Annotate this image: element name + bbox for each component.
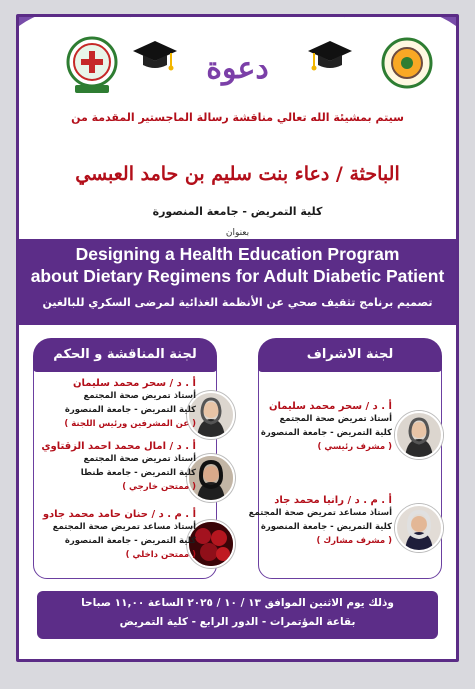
member-role: ( ممتحن خارجي ) <box>122 482 196 492</box>
event-location: بقاعة المؤتمرات - الدور الرابع - كلية التمريض <box>119 616 356 628</box>
researcher-affiliation: كلية التمريض - جامعة المنصورة <box>152 205 323 218</box>
member-name: أ . م . د / رانيا محمد جاد <box>274 495 392 506</box>
invitation-title: دعوة <box>206 51 269 86</box>
titled-label: بعنوان <box>225 228 250 238</box>
member-photo <box>395 411 443 459</box>
discussion-member-2 <box>41 441 196 494</box>
supervision-committee-title: لجنة الاشراف <box>258 338 442 372</box>
thesis-title-english-line1: Designing a Health Education Program <box>75 244 400 264</box>
member-title: أستاذ تمريض صحة المجتمع <box>83 454 196 464</box>
member-faculty: كلية التمريض - جامعة المنصورة <box>260 522 392 532</box>
member-faculty: كلية التمريض - جامعة المنصورة <box>260 428 392 438</box>
member-role: ( عن المشرفين ورئيس اللجنة ) <box>64 419 196 429</box>
member-title: أستاذ تمريض صحة المجتمع <box>279 414 392 424</box>
member-role: ( مشرف مشارك ) <box>316 536 392 546</box>
member-photo <box>395 504 443 552</box>
discussion-member-3 <box>43 509 196 562</box>
member-name: أ . د / امال محمد احمد الزقتاوي <box>41 441 196 452</box>
member-faculty: كلية التمريض - جامعة المنصورة <box>64 536 196 546</box>
member-name: أ . د / سحر محمد سليمان <box>268 401 392 412</box>
supervision-member-1 <box>261 401 392 454</box>
invitation-card <box>16 14 459 662</box>
member-faculty: كلية التمريض - جامعة المنصورة <box>64 405 196 415</box>
member-title: أستاذ مساعد تمريض صحة المجتمع <box>248 508 392 518</box>
researcher-name: الباحثة / دعاء بنت سليم بن حامد العبسي <box>75 163 400 185</box>
member-role: ( ممتحن داخلي ) <box>125 550 196 560</box>
card-inner <box>19 17 456 659</box>
member-name: أ . د / سحر محمد سليمان <box>72 378 196 389</box>
discussion-member-1 <box>64 378 196 431</box>
member-role: ( مشرف رئيسي ) <box>317 442 392 452</box>
supervision-member-2 <box>249 495 392 548</box>
intro-text: سيتم بمشيئة الله تعالي مناقشة رسالة الماجستير المقدمة من <box>71 111 404 124</box>
member-title: أستاذ مساعد تمريض صحة المجتمع <box>52 522 196 532</box>
member-name: أ . م . د / حنان حامد محمد جادو <box>42 509 196 520</box>
discussion-committee-title: لجنة المناقشة و الحكم <box>33 338 217 372</box>
member-title: أستاذ تمريض صحة المجتمع <box>83 391 196 401</box>
thesis-title-arabic: تصميم برنامج تثقيف صحي عن الأنظمة الغذائية لمرضى السكري للبالغين <box>42 296 433 309</box>
member-faculty: كلية التمريض - جامعة طنطا <box>80 468 196 478</box>
event-date-time: وذلك يوم الاثنين الموافق ١٣ / ١٠ / ٢٠٢٥ الساعة ١١,٠٠ صباحا <box>81 597 394 609</box>
thesis-title-english-line2: about Dietary Regimens for Adult Diabetic Patient <box>30 266 445 286</box>
